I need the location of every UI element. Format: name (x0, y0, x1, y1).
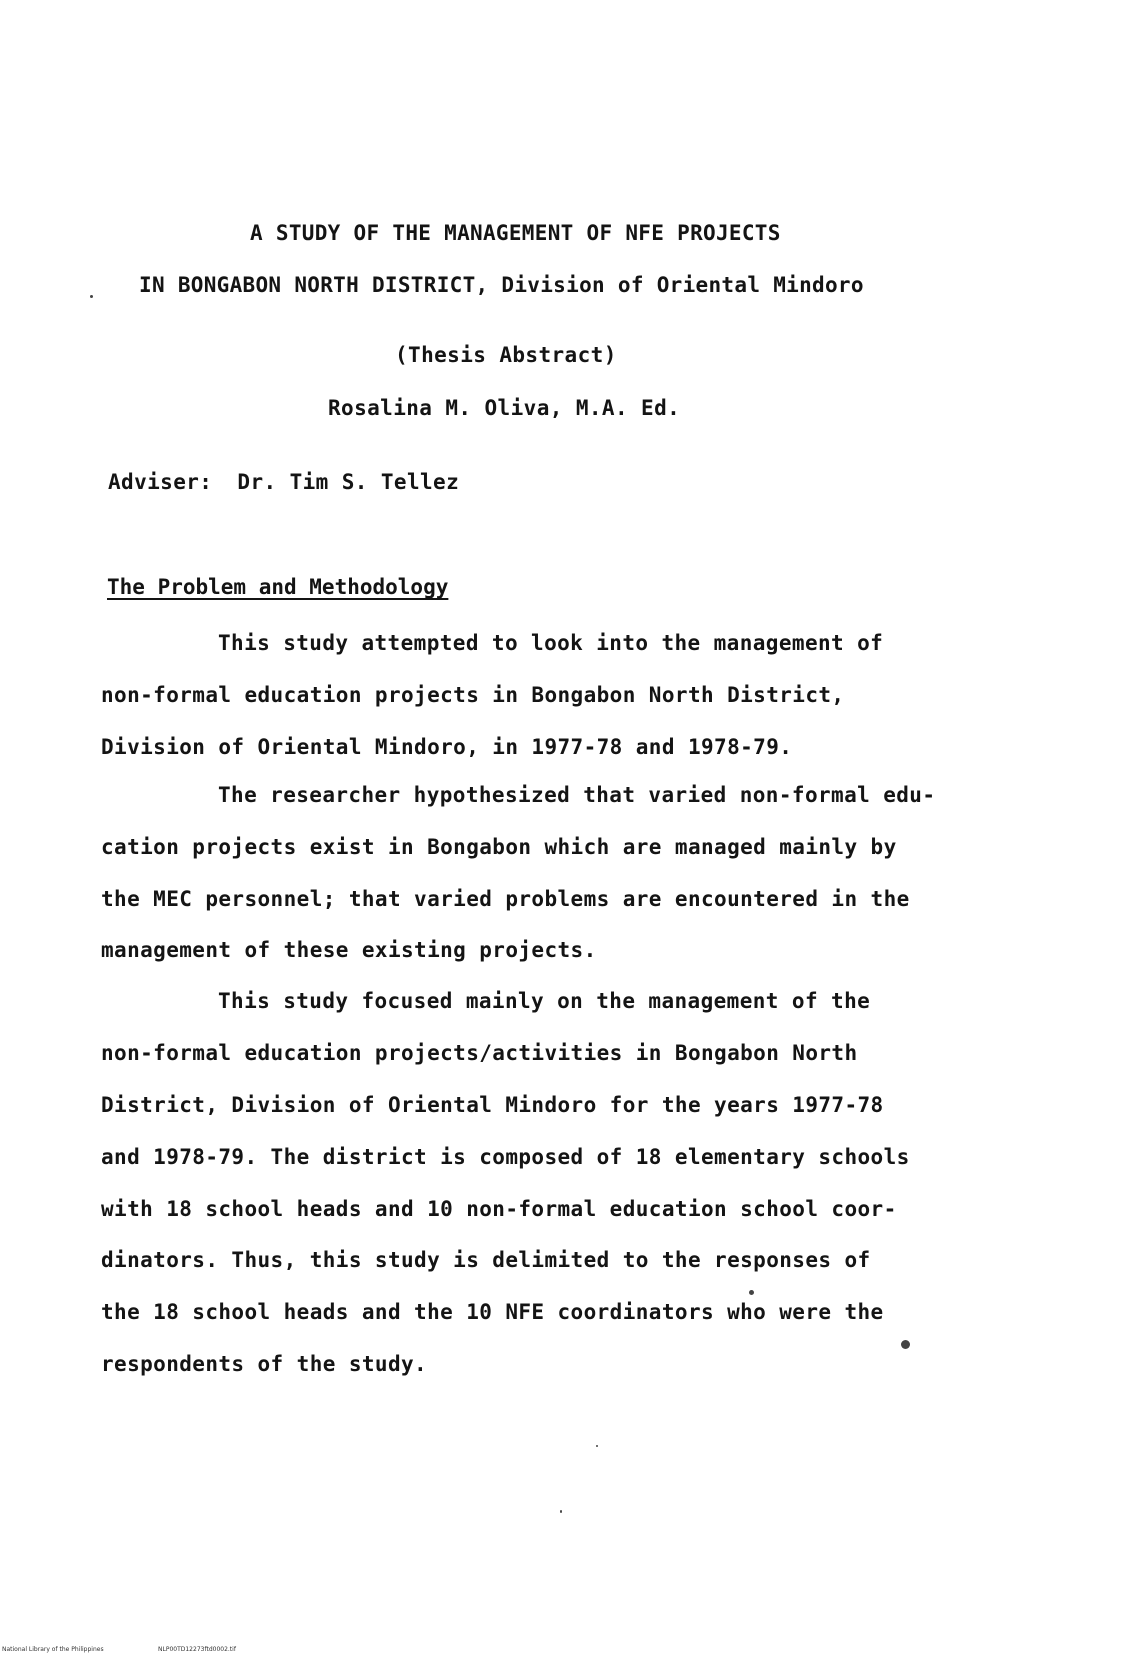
paragraph-line: This study focused mainly on the management of the (218, 989, 871, 1013)
paragraph-line: This study attempted to look into the management of (218, 631, 884, 655)
paragraph-line: non-formal education projects/activities in Bongabon North (101, 1041, 858, 1065)
paragraph-line: dinators. Thus, this study is delimited to the responses of (101, 1248, 871, 1272)
paragraph-line: the MEC personnel; that varied problems are encountered in the (101, 887, 910, 911)
scan-speck (901, 1340, 910, 1349)
adviser-name: Dr. Tim S. Tellez (237, 470, 460, 494)
scan-speck (90, 295, 93, 298)
adviser-label: Adviser: (108, 470, 213, 494)
paragraph-line: the 18 school heads and the 10 NFE coordinators who were the (101, 1300, 884, 1324)
title-line-2: IN BONGABON NORTH DISTRICT, Division of Oriental Mindoro (139, 273, 864, 297)
paragraph-line: District, Division of Oriental Mindoro for the years 1977-78 (101, 1093, 884, 1117)
adviser-line (108, 472, 459, 493)
paragraph-line: management of these existing projects. (101, 938, 597, 962)
footer-library: National Library of the Philippines (2, 1646, 104, 1653)
paragraph-line: cation projects exist in Bongabon which are managed mainly by (101, 835, 897, 859)
footer-filename: NLP00TD12273ftd0002.tif (158, 1646, 236, 1653)
title-line-1: A STUDY OF THE MANAGEMENT OF NFE PROJECTS (250, 221, 781, 245)
author: Rosalina M. Oliva, M.A. Ed. (328, 396, 681, 420)
paragraph-line: non-formal education projects in Bongabon North District, (101, 683, 845, 707)
paragraph-line: and 1978-79. The district is composed of 18 elementary schools (101, 1145, 910, 1169)
scan-speck (596, 1445, 598, 1447)
section-heading: The Problem and Methodology (107, 575, 449, 599)
scan-speck (749, 1290, 754, 1295)
scan-speck (560, 1510, 562, 1513)
paragraph-line: with 18 school heads and 10 non-formal education school coor- (101, 1197, 897, 1221)
paragraph-line: The researcher hypothesized that varied non-formal edu- (218, 783, 936, 807)
paragraph-line: respondents of the study. (101, 1352, 428, 1376)
paragraph-line: Division of Oriental Mindoro, in 1977-78 and 1978-79. (101, 735, 793, 759)
subtitle: (Thesis Abstract) (395, 343, 617, 367)
